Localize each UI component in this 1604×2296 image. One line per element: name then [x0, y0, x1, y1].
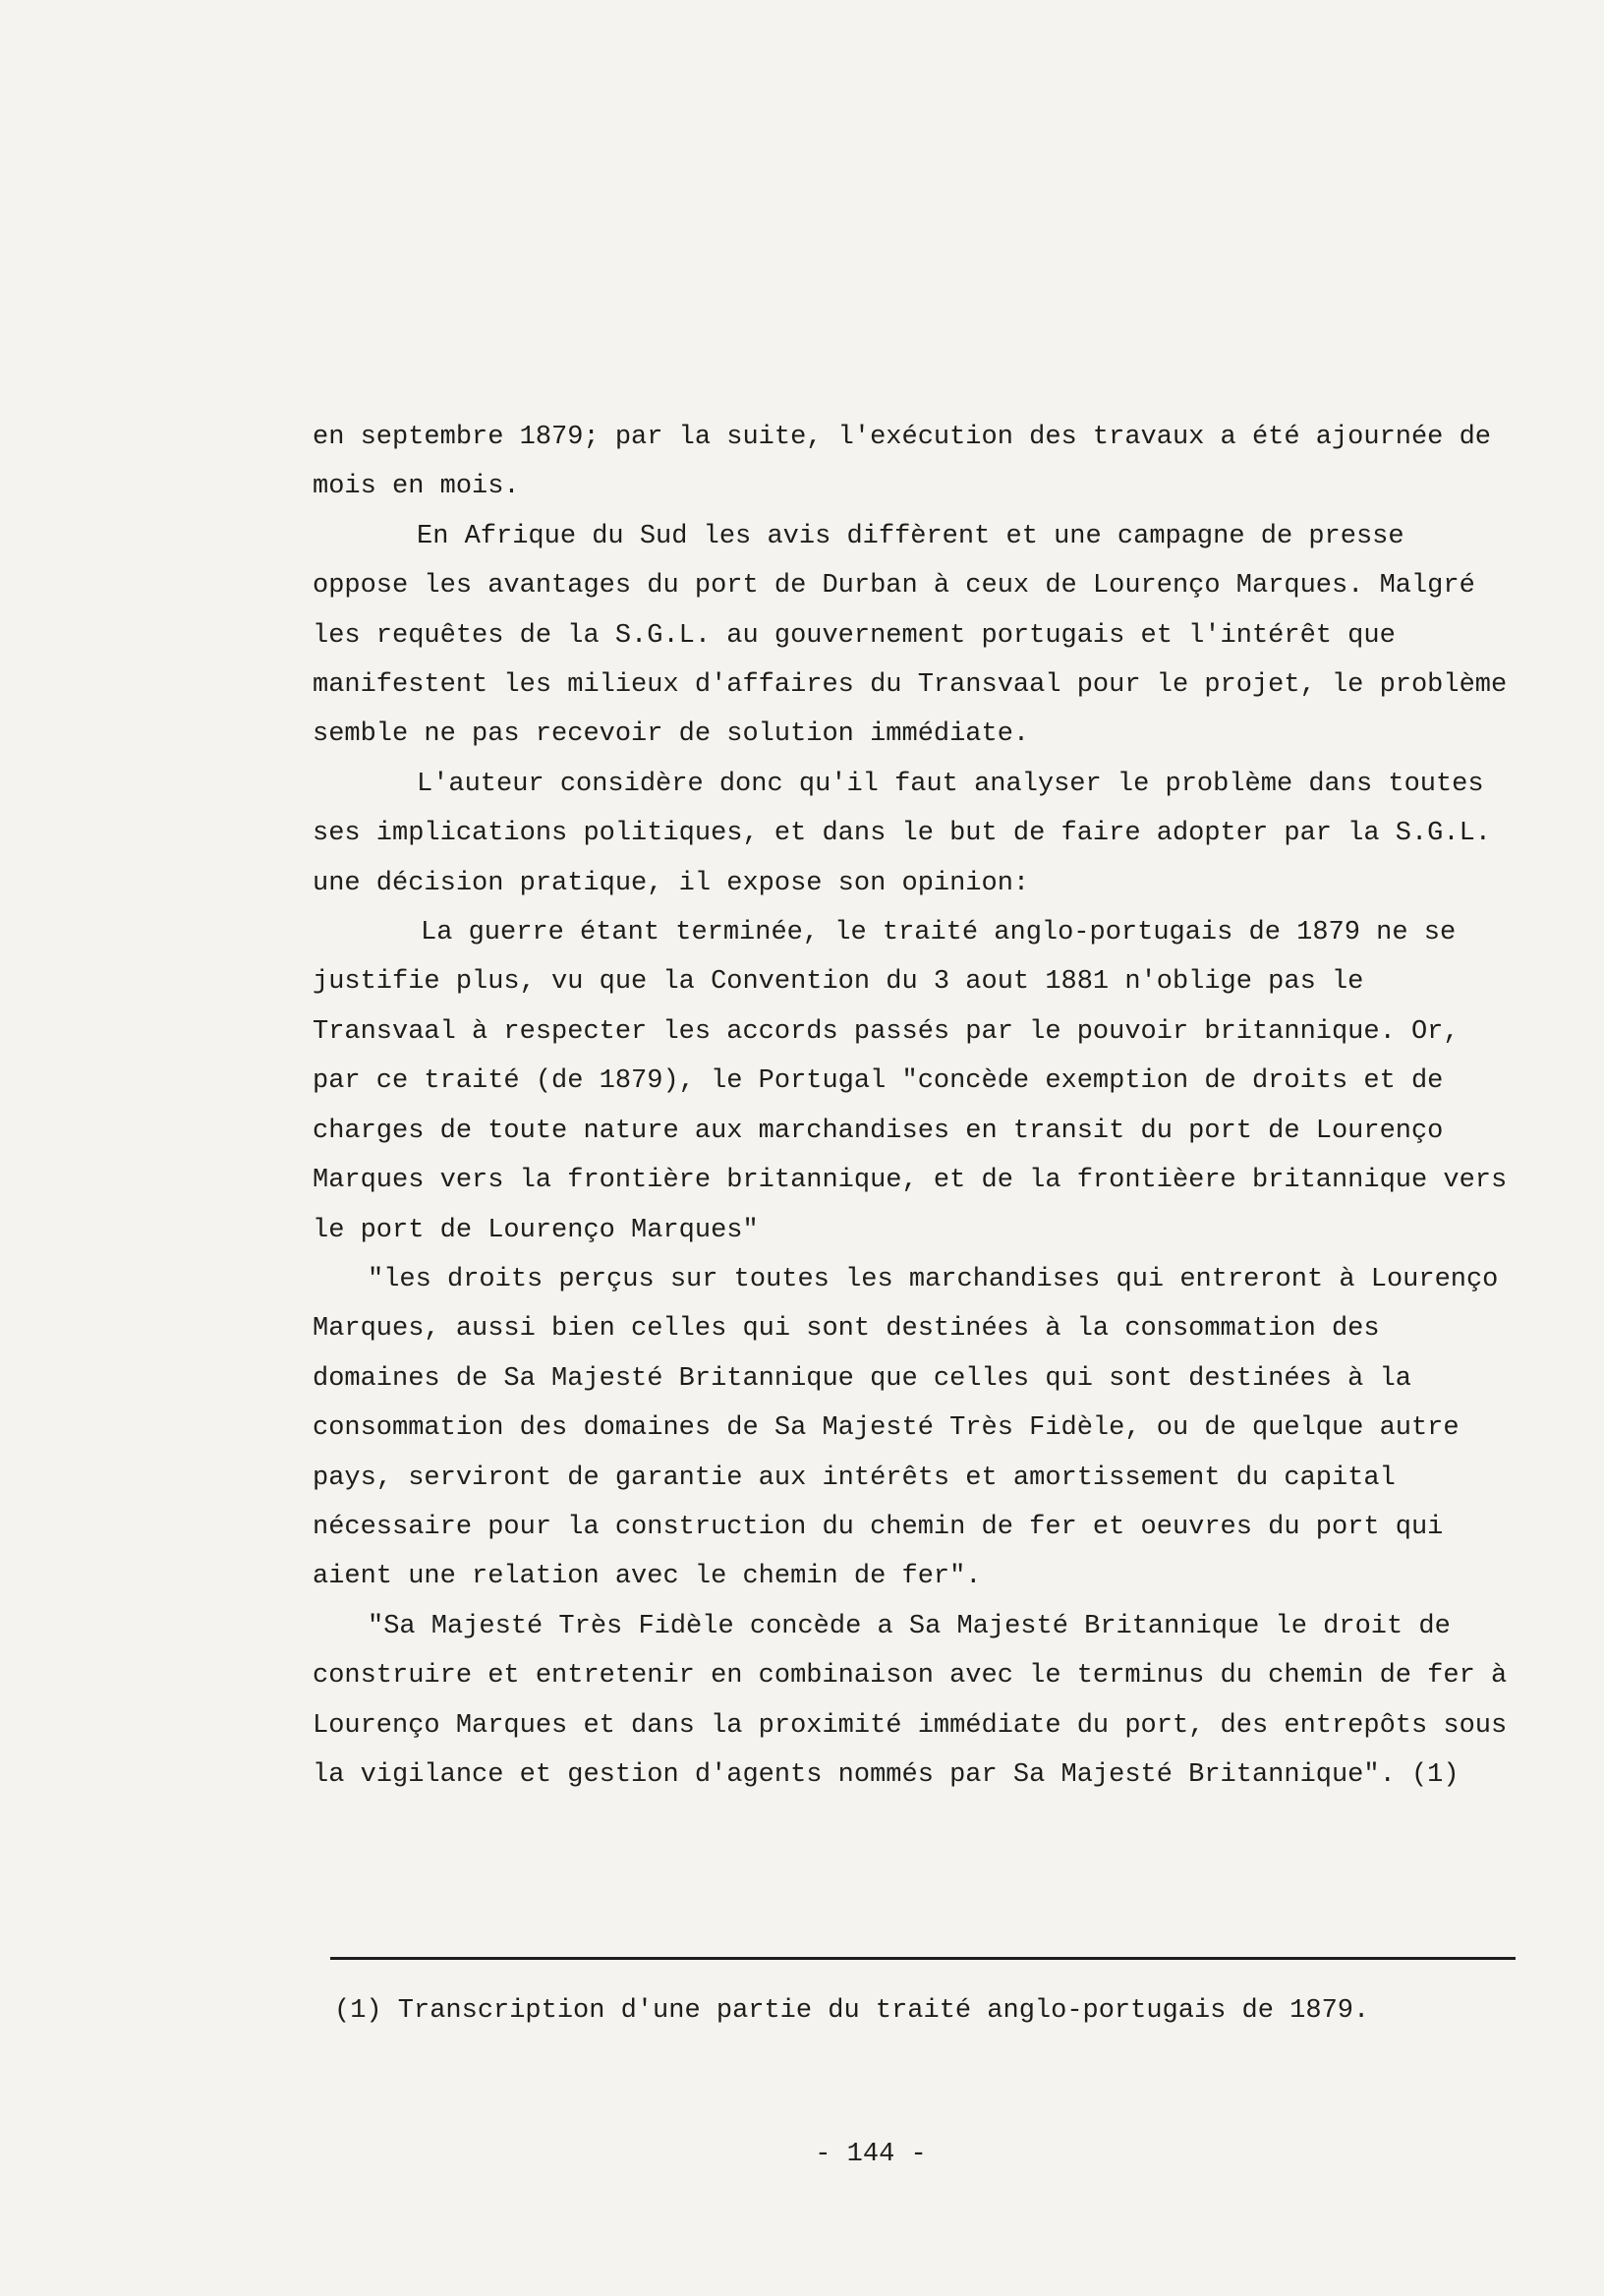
footnote-divider [330, 1957, 1516, 1960]
footnote: (1) Transcription d'une partie du traité anglo-portugais de 1879. [334, 1996, 1370, 2026]
body-text [313, 413, 1523, 1800]
paragraph-south-africa: En Afrique du Sud les avis diffèrent et une campagne de presse oppose les avantages du port de Durban à ceux de Lourenço Marques. Malgré les requêtes de la S.G.L. au gouvernement portugais et l'intérêt que manifestent les milieux d'affaires du Transvaal pour le projet, le problème semble ne pas recevoir de solution immédiate. [313, 521, 1523, 750]
page-number: - 144 - [815, 2140, 927, 2169]
paragraph-treaty: La guerre étant terminée, le traité anglo-portugais de 1879 ne se justifie plus, vu que la Convention du 3 aout 1881 n'oblige pas le Transvaal à respecter les accords passés par le pouvoir britannique. Or, par ce traité (de 1879), le Portugal "concède exemption de droits et de charges de toute nature aux marchandises en transit du port de Lourenço Marques vers la frontière britannique, et de la frontièere britannique vers le port de Lourenço Marques" [313, 918, 1523, 1245]
quote-warehouses: "Sa Majesté Très Fidèle concède a Sa Majesté Britannique le droit de construire et entretenir en combinaison avec le terminus du chemin de fer à Lourenço Marques et dans la proximité immédiate du port, des entrepôts sous la vigilance et gestion d'agents nommés par Sa Majesté Britannique". (1) [313, 1611, 1523, 1790]
paragraph-continuation: en septembre 1879; par la suite, l'exécution des travaux a été ajournée de mois en mois. [313, 423, 1508, 502]
quote-duties: "les droits perçus sur toutes les marchandises qui entreront à Lourenço Marques, aussi bien celles qui sont destinées à la consommation des domaines de Sa Majesté Britannique que celles qui sont destinées à la consommation des domaines de Sa Majesté Très Fidèle, ou de quelque autre pays, serviront de garantie aux intérêts et amortissement du capital nécessaire pour la construction du chemin de fer et oeuvres du port qui aient une relation avec le chemin de fer". [313, 1264, 1515, 1592]
paragraph-author-opinion: L'auteur considère donc qu'il faut analyser le problème dans toutes ses implications politiques, et dans le but de faire adopter par la S.G.L. une décision pratique, il expose son opinion: [313, 769, 1508, 898]
